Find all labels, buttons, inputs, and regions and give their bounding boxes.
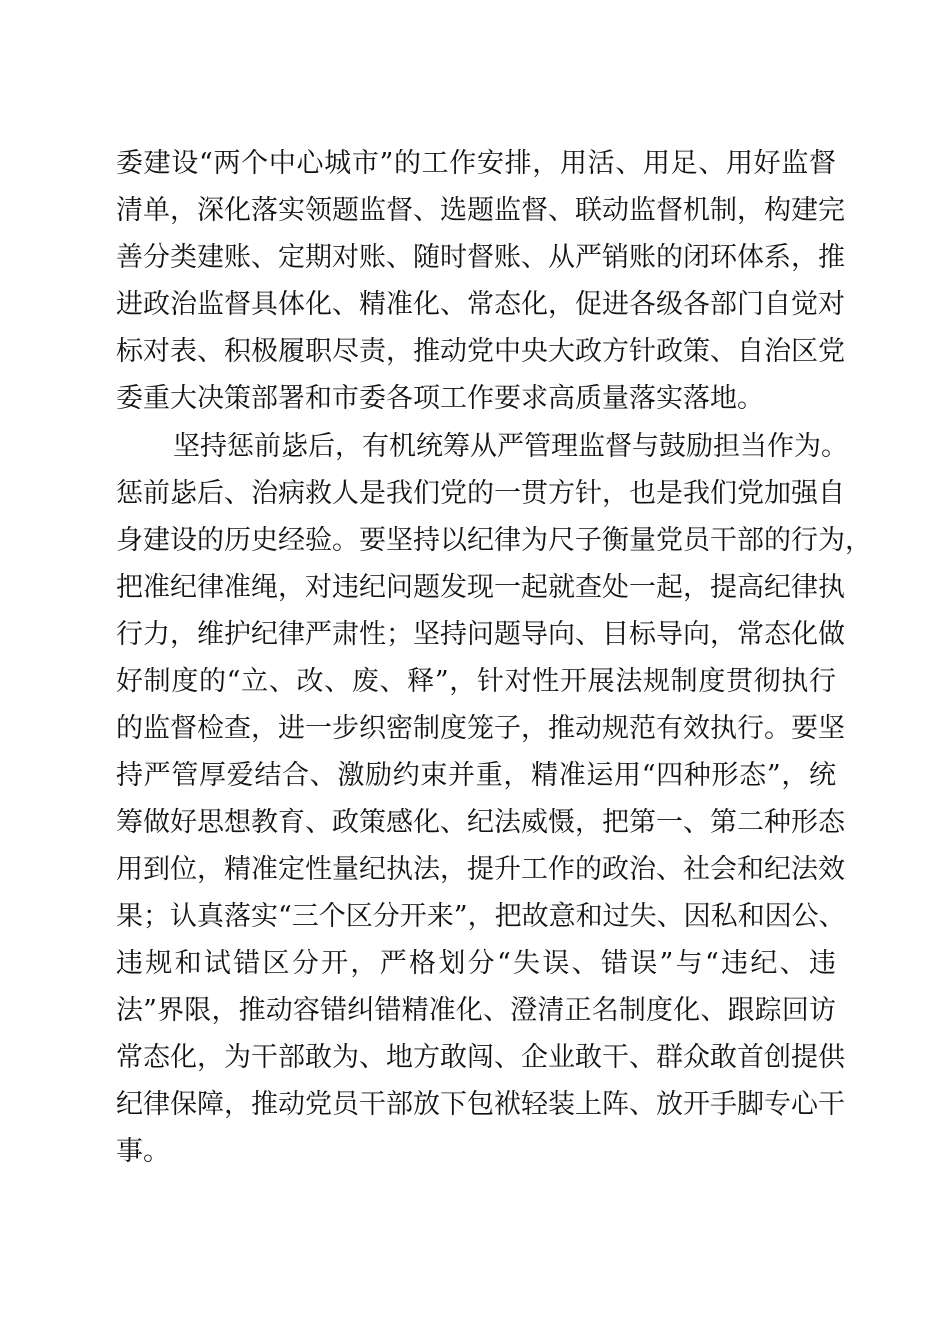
text-line: 委重大决策部署和市委各项工作要求高质量落实落地。 <box>116 383 764 414</box>
text-line: 身建设的历史经验。要坚持以纪律为尺子衡量党员干部的行为， <box>116 525 872 556</box>
text-line: 违规和试错区分开，严格划分“失误、错误”与“违纪、违 <box>116 948 836 979</box>
text-line: 委建设“两个中心城市”的工作安排，用活、用足、用好监督 <box>116 148 836 179</box>
text-line: 常态化，为干部敢为、地方敢闯、企业敢干、群众敢首创提供 <box>116 1042 845 1073</box>
text-line: 清单，深化落实领题监督、选题监督、联动监督机制，构建完 <box>116 195 845 226</box>
text-line: 行力，维护纪律严肃性；坚持问题导向、目标导向，常态化做 <box>116 619 845 650</box>
text-line: 标对表、积极履职尽责，推动党中央大政方针政策、自治区党 <box>116 336 845 367</box>
text-line: 法”界限，推动容错纠错精准化、澄清正名制度化、跟踪回访 <box>116 995 836 1026</box>
text-line: 纪律保障，推动党员干部放下包袱轻装上阵、放开手脚专心干 <box>116 1089 845 1120</box>
text-line: 进政治监督具体化、精准化、常态化，促进各级各部门自觉对 <box>116 289 845 320</box>
text-line: 持严管厚爱结合、激励约束并重，精准运用“四种形态”，统 <box>116 760 836 791</box>
text-line: 事。 <box>116 1136 170 1167</box>
text-line: 用到位，精准定性量纪执法，提升工作的政治、社会和纪法效 <box>116 854 845 885</box>
text-line: 好制度的“立、改、废、释”，针对性开展法规制度贯彻执行 <box>116 666 836 697</box>
text-line: 坚持惩前毖后，有机统筹从严管理监督与鼓励担当作为。 <box>173 431 848 462</box>
text-line: 筹做好思想教育、政策感化、纪法威慑，把第一、第二种形态 <box>116 807 845 838</box>
text-line: 果；认真落实“三个区分开来”，把故意和过失、因私和因公、 <box>116 901 846 932</box>
text-line: 惩前毖后、治病救人是我们党的一贯方针，也是我们党加强自 <box>116 478 845 509</box>
text-line: 善分类建账、定期对账、随时督账、从严销账的闭环体系，推 <box>116 242 845 273</box>
text-line: 把准纪律准绳，对违纪问题发现一起就查处一起，提高纪律执 <box>116 572 845 603</box>
text-line: 的监督检查，进一步织密制度笼子，推动规范有效执行。要坚 <box>116 713 845 744</box>
